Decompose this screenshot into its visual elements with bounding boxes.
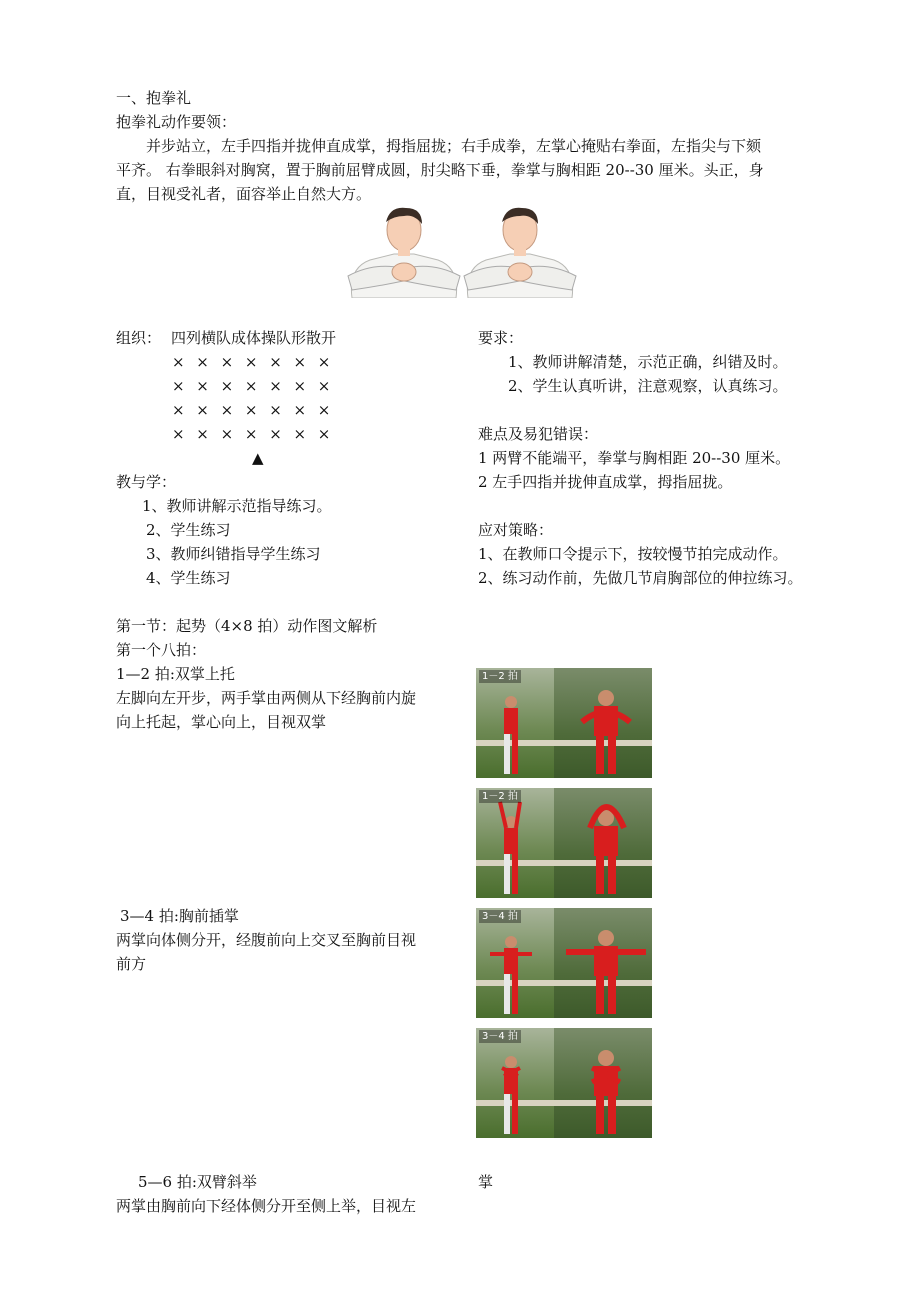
demo-figure <box>476 908 652 1018</box>
strategy-title: 应对策略： <box>478 521 554 539</box>
photo-tag: 3－4 拍 <box>479 910 521 923</box>
demo-photo <box>476 1028 652 1138</box>
organize-label: 组织： <box>116 329 162 347</box>
requirement-item: 2、学生认真听讲，注意观察，认真练习。 <box>508 377 788 395</box>
move-desc: 两掌由胸前向下经体侧分开至侧上举，目视左 <box>116 1197 417 1215</box>
photo-tag: 1－2 拍 <box>479 670 521 683</box>
teach-item: 4、学生练习 <box>146 569 231 587</box>
formation-row: × × × × × × × <box>172 353 331 371</box>
demo-photo <box>476 788 652 898</box>
move-title: 1—2 拍:双掌上托 <box>116 665 235 683</box>
demo-figure <box>476 1028 652 1138</box>
move-desc-continuation: 掌 <box>478 1173 494 1191</box>
demo-photo <box>476 908 652 1018</box>
organize-line <box>116 326 336 350</box>
figure-right <box>464 208 576 298</box>
move-desc: 左脚向左开步，两手掌由两侧从下经胸前内旋 <box>116 689 417 707</box>
move-title: 3—4 拍:胸前插掌 <box>120 907 239 925</box>
demo-figure <box>476 668 652 778</box>
difficulty-item: 2 左手四指并拢伸直成掌，拇指屈拢。 <box>478 473 733 491</box>
paragraph-line: 平齐。 右拳眼斜对胸窝，置于胸前屈臂成圆，肘尖略下垂，拳掌与胸相距 20--30 厘米。头正，身 <box>116 161 764 179</box>
move-desc: 前方 <box>116 955 147 973</box>
formation-row: × × × × × × × <box>172 425 331 443</box>
formation-row: × × × × × × × <box>172 401 331 419</box>
figure-left <box>348 208 460 298</box>
demo-photo <box>476 668 652 778</box>
section2-title: 第一节：起势（4×8 拍）动作图文解析 <box>116 617 378 635</box>
teach-item: 1、教师讲解示范指导练习。 <box>142 497 332 515</box>
paragraph-line: 直，目视受礼者，面容举止自然大方。 <box>116 185 372 203</box>
requirement-item: 1、教师讲解清楚，示范正确，纠错及时。 <box>508 353 788 371</box>
strategy-item: 1、在教师口令提示下，按较慢节拍完成动作。 <box>478 545 788 563</box>
teacher-triangle-icon: ▲ <box>252 449 264 467</box>
move-desc: 两掌向体侧分开，经腹前向上交叉至胸前目视 <box>116 931 417 949</box>
photo-tag: 1－2 拍 <box>479 790 521 803</box>
formation-row: × × × × × × × <box>172 377 331 395</box>
strategy-item: 2、练习动作前，先做几节肩胸部位的伸拉练习。 <box>478 569 803 587</box>
section-subtitle: 抱拳礼动作要领： <box>116 113 237 131</box>
teach-title: 教与学： <box>116 473 177 491</box>
demo-figure <box>476 788 652 898</box>
eight-count-label: 第一个八拍： <box>116 641 207 659</box>
move-desc: 向上托起，掌心向上，目视双掌 <box>116 713 327 731</box>
requirements-title: 要求： <box>478 329 524 347</box>
teach-item: 2、学生练习 <box>146 521 231 539</box>
organize-text: 四列横队成体操队形散开 <box>171 329 337 347</box>
difficulty-item: 1 两臂不能端平，拳掌与胸相距 20--30 厘米。 <box>478 449 791 467</box>
move-title: 5—6 拍:双臂斜举 <box>138 1173 257 1191</box>
paragraph-line: 并步站立，左手四指并拢伸直成掌，拇指屈拢；右手成拳，左掌心掩贴右拳面，左指尖与下颏 <box>146 137 762 155</box>
section-title: 一、抱拳礼 <box>116 89 192 107</box>
difficulties-title: 难点及易犯错误： <box>478 425 599 443</box>
teach-item: 3、教师纠错指导学生练习 <box>146 545 321 563</box>
paragraph <box>116 134 816 206</box>
fist-salute-illustration <box>344 206 578 298</box>
photo-tag: 3－4 拍 <box>479 1030 521 1043</box>
